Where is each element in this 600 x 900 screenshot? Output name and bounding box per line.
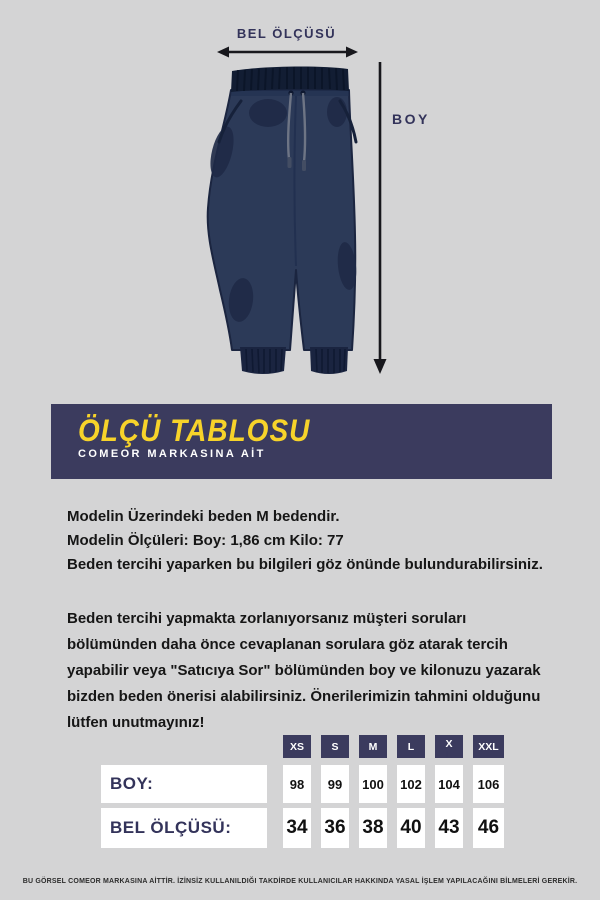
table-cell: 46 (473, 808, 504, 848)
table-cell: 98 (283, 765, 311, 803)
size-header-xxl (473, 735, 504, 758)
size-header-label: XS (289, 740, 304, 753)
table-cell: 99 (321, 765, 349, 803)
table-row-boy (101, 765, 504, 803)
table-cell: 43 (435, 808, 463, 848)
model-info-line: Modelin Üzerindeki beden M bedendir. (67, 508, 340, 525)
copyright-notice: BU GÖRSEL COMEOR MARKASINA AİTTİR. İZİNSİZ KULLANILDIĞI TAKDİRDE KULLANICILAR HAKKINDA YASAL İŞLEM YAPILACAĞINI BİLMELERİ GEREKİR. (22, 878, 578, 885)
row-label-boy: BOY: (101, 765, 267, 803)
model-info-line: Beden tercihi yaparken bu bilgileri göz önünde bulundurabilirsiniz. (67, 556, 543, 573)
size-header-label: L (407, 740, 415, 753)
waist-arrow (217, 47, 358, 58)
height-measure-label: BOY (392, 111, 430, 127)
table-cell: 38 (359, 808, 387, 848)
table-cell: 40 (397, 808, 425, 848)
height-arrow (374, 62, 387, 374)
table-cell: 104 (435, 765, 463, 803)
size-header-l (397, 735, 425, 758)
table-cell: 34 (283, 808, 311, 848)
size-header-row (283, 735, 504, 761)
size-table (101, 735, 511, 850)
pants-illustration (0, 0, 600, 400)
model-info-paragraph (67, 505, 543, 577)
waist-measure-label: BEL ÖLÇÜSÜ (236, 26, 337, 41)
size-header-label: M (368, 740, 378, 753)
size-header-xl (435, 735, 463, 761)
size-header-label: S (331, 740, 339, 753)
cuffs (240, 347, 348, 374)
advice-line: Beden tercihi yapmakta zorlanıyorsanız müşteri soruları (67, 610, 467, 627)
size-header-xs (283, 735, 311, 758)
model-info-line: Modelin Ölçüleri: Boy: 1,86 cm Kilo: 77 (67, 532, 344, 549)
size-header-label: XL (445, 738, 453, 761)
measurement-diagram (0, 0, 600, 400)
sizing-advice-paragraph (67, 606, 541, 736)
advice-line: bizden beden önerisi alabilirsiniz. Önerilerimizin tahmini olduğunu (67, 688, 541, 705)
waistband (231, 67, 349, 92)
size-header-label: XXL (478, 740, 499, 753)
size-header-m (359, 735, 387, 758)
advice-line: bölümünden daha önce cevaplanan sorulara göz atarak tercih (67, 636, 508, 653)
row-label-bel-olcusu: BEL ÖLÇÜSÜ: (101, 808, 267, 848)
table-cell: 106 (473, 765, 504, 803)
size-header-s (321, 735, 349, 758)
advice-line: lütfen unutmayınız! (67, 714, 205, 731)
advice-line: yapabilir veya "Satıcıya Sor" bölümünden boy ve kilonuzu yazarak (67, 662, 541, 679)
banner-title: ÖLÇÜ TABLOSU (78, 413, 311, 448)
table-cell: 102 (397, 765, 425, 803)
pants-graphic (206, 67, 358, 374)
title-banner (51, 404, 552, 479)
table-cell: 36 (321, 808, 349, 848)
table-cell: 100 (359, 765, 387, 803)
banner-subtitle: COMEOR MARKASINA AİT (78, 448, 266, 460)
table-row-bel-olcusu (101, 808, 504, 848)
